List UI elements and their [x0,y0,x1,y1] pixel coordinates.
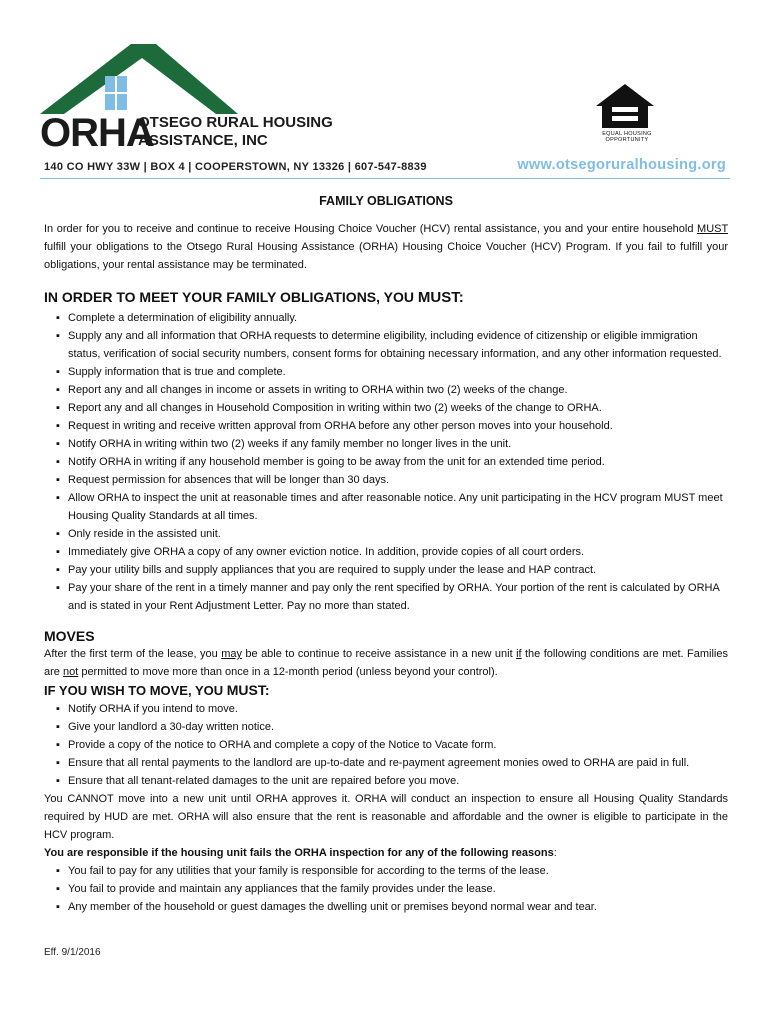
moves-text-4: permitted to move more than once in a 12-month period (unless beyond your control). [78,666,498,678]
list-item: ▪ You fail to provide and maintain any appliances that the family provides under the lease. [44,880,728,898]
list-item: ▪ Request in writing and receive written approval from ORHA before any other person moves into your household. [44,417,728,435]
move-heading-text: IF YOU WISH TO MOVE, YOU [44,683,227,698]
list-item: ▪ Ensure that all tenant-related damages to the unit are repaired before you move. [44,772,728,790]
approval-paragraph: You CANNOT move into a new unit until ORHA approves it. ORHA will conduct an inspection to ensure all Housing Quality Standards required by HUD are met. ORHA will also ensure that the rent is reasonable and affordable and the owner is eligible to participate in the HCV program. [44,793,728,841]
obligations-list [44,309,728,615]
list-item: ▪ Report any and all changes in income or assets in writing to ORHA within two (2) weeks of the change. [44,381,728,399]
responsibility-colon: : [553,847,557,859]
header-divider [40,178,730,179]
moves-not: not [62,666,79,678]
list-item: ▪ Immediately give ORHA a copy of any owner eviction notice. In addition, provide copies of all court orders. [44,543,728,561]
list-item: ▪ Supply information that is true and complete. [44,363,728,381]
intro-paragraph [44,220,728,274]
list-item: ▪ Only reside in the assisted unit. [44,525,728,543]
obligations-heading [44,288,728,307]
list-item: ▪ Provide a copy of the notice to ORHA and complete a copy of the Notice to Vacate form. [44,736,728,754]
moves-paragraph [44,645,728,681]
website-link[interactable]: www.otsegoruralhousing.org [517,157,726,173]
list-item: ▪ You fail to pay for any utilities that your family is responsible for according to the terms of the lease. [44,862,728,880]
move-list [44,700,728,790]
document-body [44,192,728,916]
page-title: FAMILY OBLIGATIONS [319,194,453,208]
move-heading-must: MUST: [226,682,270,698]
effective-date: Eff. 9/1/2016 [44,947,101,958]
org-name-line2: ASSISTANCE, INC [138,132,268,149]
intro-text: In order for you to receive and continue to receive Housing Choice Voucher (HCV) rental assistance, you and your entire household [44,223,698,235]
window-icon [105,76,127,110]
intro-text-end: fulfill your obligations to the Otsego Rural Housing Assistance (ORHA) Housing Choice Voucher (HCV) Program. If you fail to fulfill your obligations, your rental assistance may be terminated. [44,241,728,271]
moves-heading: MOVES [44,628,95,644]
list-item: ▪ Notify ORHA in writing if any household member is going to be away from the unit for an extended time period. [44,453,728,471]
orha-logo [38,42,338,152]
list-item: ▪ Complete a determination of eligibility annually. [44,309,728,327]
obligations-heading-must: MUST: [417,289,464,306]
moves-if: if [516,648,522,660]
moves-may: may [221,648,242,660]
obligations-heading-text: IN ORDER TO MEET YOUR FAMILY OBLIGATIONS, YOU [44,289,418,305]
list-item: ▪ Notify ORHA in writing within two (2) weeks if any family member no longer lives in the unit. [44,435,728,453]
list-item: ▪ Give your landlord a 30-day written notice. [44,718,728,736]
list-item: ▪ Notify ORHA if you intend to move. [44,700,728,718]
moves-text-2: be able to continue to receive assistance in a new unit [241,648,517,660]
move-heading [44,681,728,700]
list-item: ▪ Supply any and all information that ORHA requests to determine eligibility, including evidence of citizenship or eligible immigration status, verification of social security numbers, consent forms for obtaining necessary information, and any other information requested. [44,327,728,363]
org-name-line1: OTSEGO RURAL HOUSING [138,114,333,131]
responsibility-text: You are responsible if the housing unit fails the ORHA inspection for any of the following reasons [44,847,554,859]
list-item: ▪ Any member of the household or guest damages the dwelling unit or premises beyond normal wear and tear. [44,898,728,916]
list-item: ▪ Report any and all changes in Household Composition in writing within two (2) weeks of the change to ORHA. [44,399,728,417]
address-line: 140 CO HWY 33W | BOX 4 | COOPERSTOWN, NY 13326 | 607-547-8839 [44,161,427,173]
list-item: ▪ Ensure that all rental payments to the landlord are up-to-date and re-payment agreement monies owed to ORHA are paid in full. [44,754,728,772]
responsibility-paragraph [44,844,728,862]
letterhead [0,0,770,185]
list-item: ▪ Request permission for absences that will be longer than 30 days. [44,471,728,489]
intro-must: MUST [697,223,728,235]
logo-text: ORHA [40,111,154,152]
roof-shape [40,44,238,114]
list-item: ▪ Pay your utility bills and supply appliances that you are required to supply under the lease and HAP contract. [44,561,728,579]
reasons-list [44,862,728,916]
moves-text: After the first term of the lease, you [44,648,222,660]
list-item: ▪ Allow ORHA to inspect the unit at reasonable times and after reasonable notice. Any unit participating in the HCV program MUST meet Housing Quality Standards at all times. [44,489,728,525]
list-item: ▪ Pay your share of the rent in a timely manner and pay only the rent specified by ORHA. Your portion of the rent is calculated by ORHA and is stated in your Rent Adjustment Letter. Pay no more than stated. [44,579,728,615]
moves-text-3: the following conditions are met. Families are [44,648,728,678]
eho-caption: EQUAL HOUSING OPPORTUNITY [602,131,652,143]
